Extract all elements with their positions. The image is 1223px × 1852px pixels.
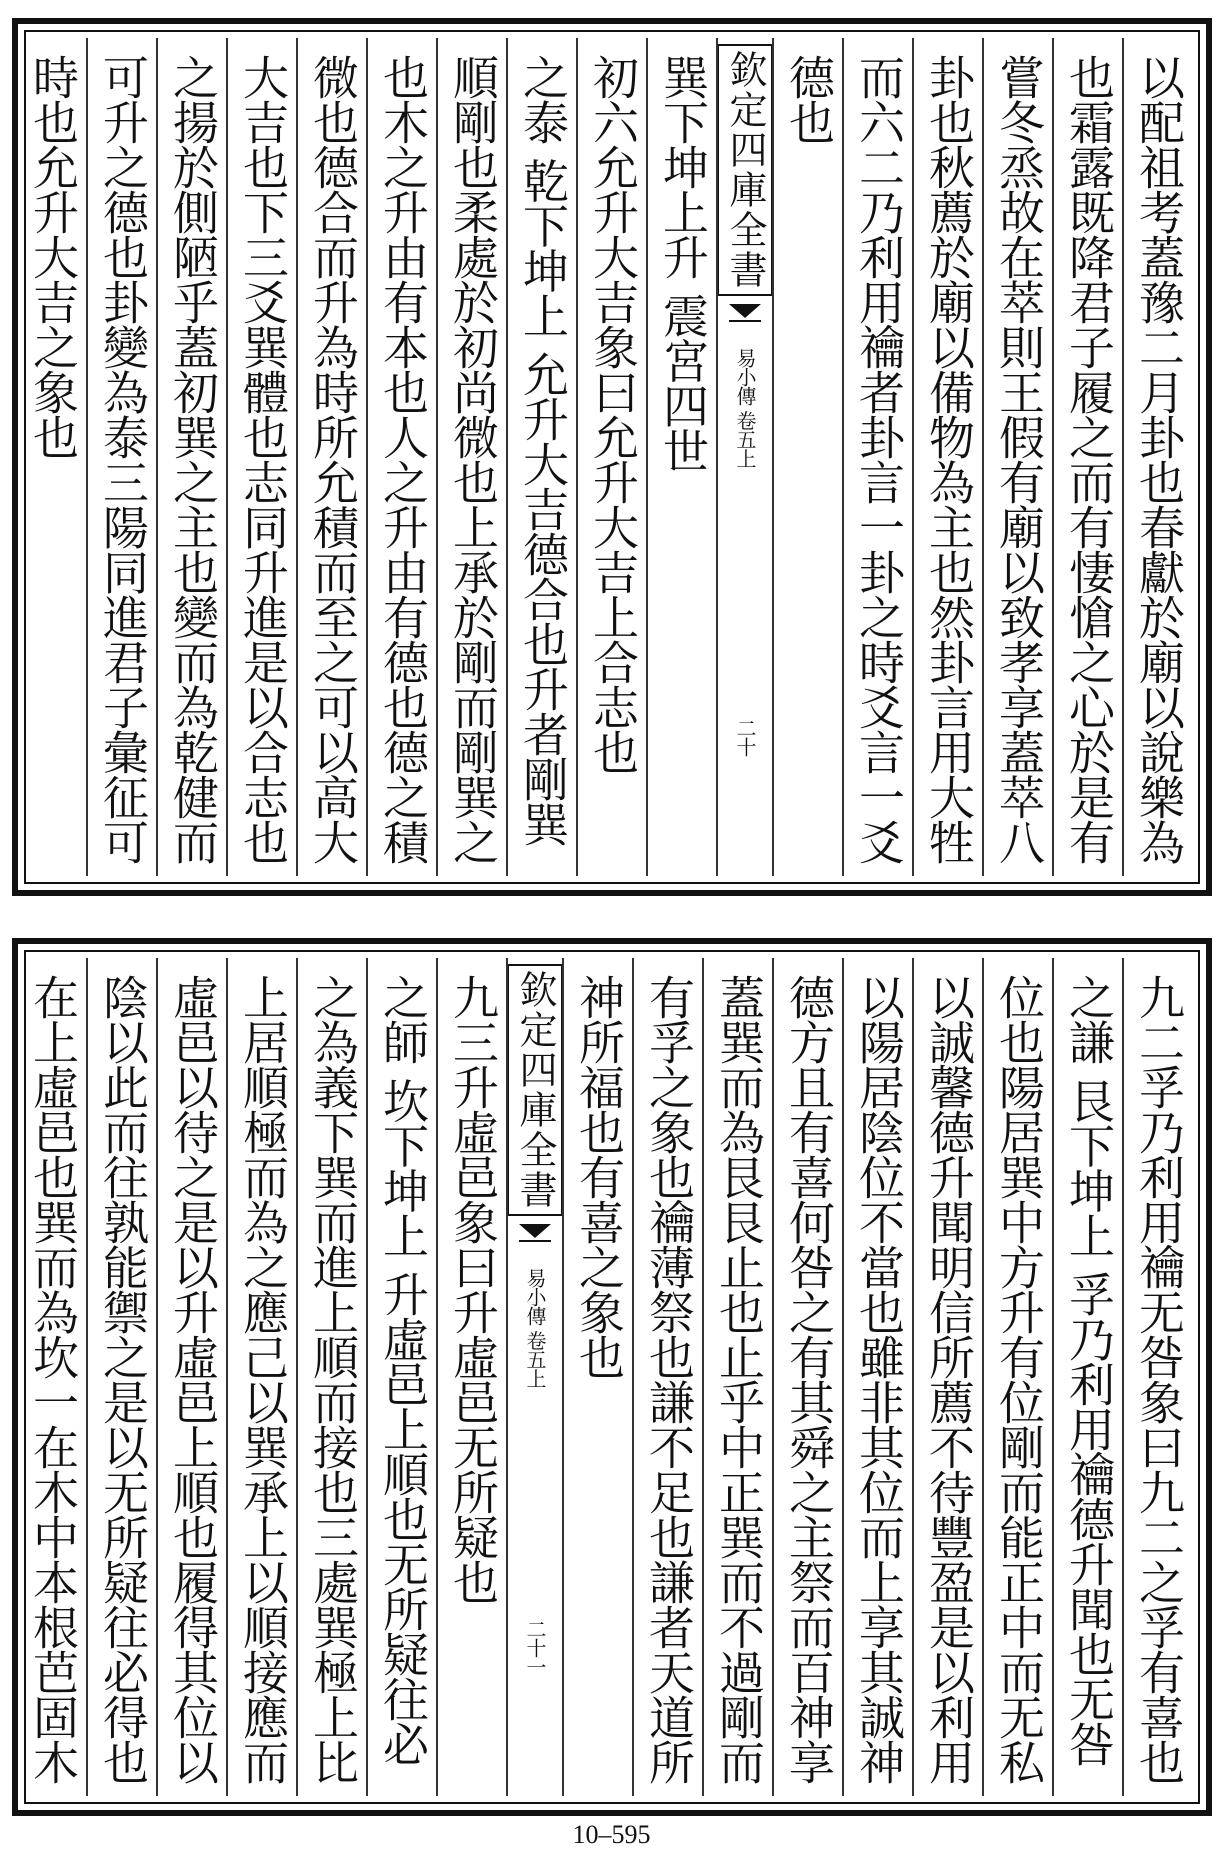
bottom-text-column: 神所福也有喜之象也 [562, 958, 632, 1796]
top-text-column: 順剛也柔處於初尚微也上承於剛而剛巽之 [436, 38, 506, 876]
top-text-column: 德也 [772, 38, 842, 876]
top-text-column: 也木之升由有本也人之升由有德也德之積 [366, 38, 436, 876]
book-title: 欽定四庫全書 [507, 964, 562, 1216]
bottom-text-column: 之師 坎下坤上 升虛邑上順也无所疑往必 [366, 958, 436, 1796]
top-text-column: 巽下坤上升 震宮四世 [646, 38, 716, 876]
folio-number: 二十 [733, 718, 757, 756]
book-title: 欽定四庫全書 [717, 44, 772, 296]
bottom-page-frame [12, 938, 1212, 1816]
top-text-column: 之泰 乾下坤上 允升大吉德合也升者剛巽 [506, 38, 576, 876]
bottom-text-column: 以陽居陰位不當也雖非其位而上享其誠神 [842, 958, 912, 1796]
fish-tail-ornament-icon [727, 304, 763, 334]
bottom-text-column: 九三升虛邑象曰升虛邑无所疑也 [436, 958, 506, 1796]
fish-tail-ornament-icon [517, 1224, 553, 1254]
top-text-column: 嘗冬烝故在萃則王假有廟以致孝享蓋萃八 [982, 38, 1052, 876]
bottom-text-columns [26, 958, 1192, 1796]
folio-number: 二十一 [523, 1619, 547, 1676]
top-text-column: 時也允升大吉之象也 [26, 54, 80, 459]
top-text-column: 而六二乃利用禴者卦言一卦之時爻言一爻 [842, 38, 912, 876]
bottom-text-column: 在上虛邑也巽而為坎一在木中本根芭固木 [26, 974, 80, 1784]
volume-label: 易小傳 卷五上 [733, 348, 757, 468]
bottom-text-column: 之謙 艮下坤上 孚乃利用禴德升聞也无咎 [1052, 958, 1122, 1796]
bottom-text-column: 陰以此而往孰能禦之是以无所疑往必得也 [86, 958, 156, 1796]
bottom-text-column: 德方且有喜何咎之有其舜之主祭而百神享 [772, 958, 842, 1796]
bottom-text-column: 以誠馨德升聞明信所薦不待豐盈是以利用 [912, 958, 982, 1796]
bottom-text-column: 之為義下巽而進上順而接也三處巽極上比 [296, 958, 366, 1796]
top-page-frame [12, 18, 1212, 896]
bottom-center-column [506, 958, 562, 1796]
top-text-column: 微也德合而升為時所允積而至之可以高大 [296, 38, 366, 876]
volume-label: 易小傳 卷五上 [523, 1268, 547, 1388]
bottom-text-column: 上居順極而為之應己以巽承上以順接應而 [226, 958, 296, 1796]
top-text-column: 之揚於側陋乎蓋初巽之主也變而為乾健而 [156, 38, 226, 876]
top-text-column: 可升之德也卦變為泰三陽同進君子彙征可 [86, 38, 156, 876]
top-text-column: 初六允升大吉象曰允升大吉上合志也 [576, 38, 646, 876]
top-text-column: 以配祖考蓋豫二月卦也春獻於廟以說樂為 [1122, 38, 1192, 876]
bottom-text-column: 虛邑以待之是以升虛邑上順也履得其位以 [156, 958, 226, 1796]
bottom-text-column: 九二孚乃利用禴无咎象曰九二之孚有喜也 [1122, 958, 1192, 1796]
top-text-column: 大吉也下三爻巽體也志同升進是以合志也 [226, 38, 296, 876]
top-text-columns [26, 38, 1192, 876]
page-number: 10–595 [572, 1820, 651, 1849]
top-center-column [716, 38, 772, 876]
top-text-column: 卦也秋薦於廟以備物為主也然卦言用大牲 [912, 38, 982, 876]
bottom-text-column: 有孚之象也禴薄祭也謙不足也謙者天道所 [632, 958, 702, 1796]
bottom-text-column: 位也陽居巽中方升有位剛而能正中而无私 [982, 958, 1052, 1796]
top-text-column: 也霜露既降君子履之而有悽愴之心於是有 [1052, 38, 1122, 876]
bottom-text-column: 蓋巽而為艮艮止也止乎中正巽而不過剛而 [702, 958, 772, 1796]
